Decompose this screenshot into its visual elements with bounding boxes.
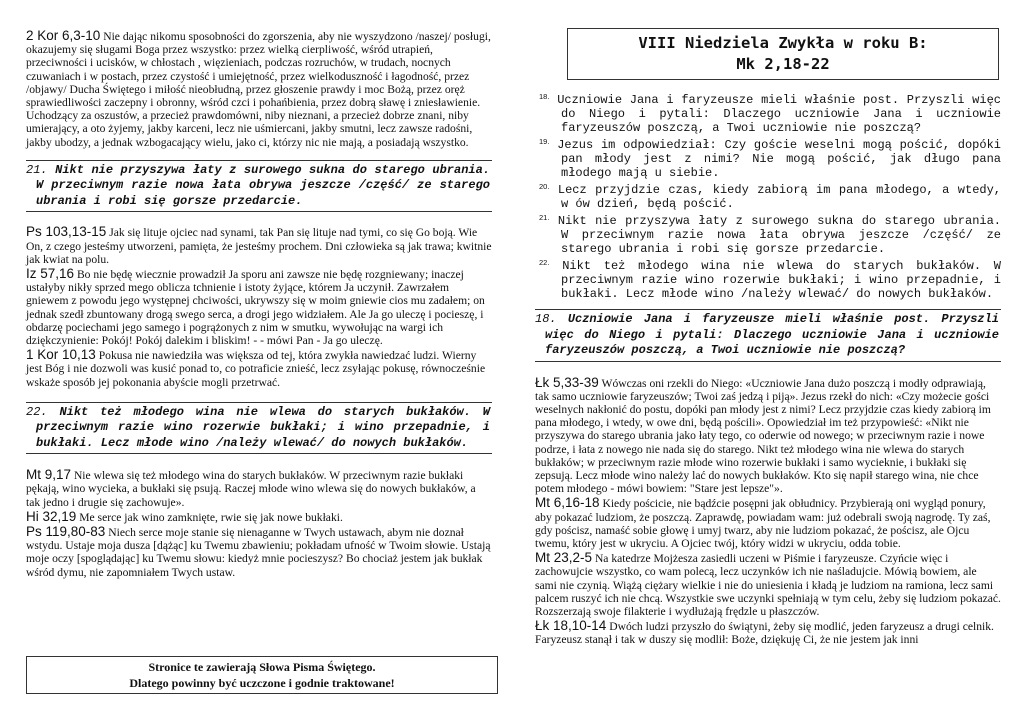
passage-ps-103 bbox=[26, 225, 492, 266]
passage-reference: Mt 23,2-5 bbox=[535, 550, 593, 566]
title-box bbox=[567, 28, 999, 80]
passage-reference: 1 Kor 10,13 bbox=[26, 347, 96, 363]
passage-reference: Łk 5,33-39 bbox=[535, 374, 599, 390]
verse-number: 22. bbox=[539, 258, 550, 267]
gospel-verse bbox=[539, 180, 1001, 211]
verse-text: Lecz przyjdzie czas, kiedy zabiorą im pana młodego, a wtedy, w ów dzień, będą pościć. bbox=[557, 183, 1001, 211]
verse-number: 18. bbox=[535, 312, 557, 326]
verse-text: Nikt też młodego wina nie wlewa do starych bukłaków. W przeciwnym razie wino rozerwie bukłaki; i wino przepadnie, i bukłaki. Lecz młode wino /należy wlewać/ do nowych bukłaków. bbox=[36, 404, 490, 450]
notice-line-1: Stronice te zawierają Słowa Pisma Świętego. bbox=[148, 660, 376, 674]
passage-text: Me serce jak wino zamknięte, rwie się jak nowe bukłaki. bbox=[79, 510, 343, 524]
passage-reference: Mt 9,17 bbox=[26, 467, 72, 483]
page-title: VIII Niedziela Zwykła w roku B: bbox=[638, 34, 928, 52]
verse-number: 21. bbox=[539, 213, 550, 222]
passage-text: Wówczas oni rzekli do Niego: «Uczniowie Jana dużo poszczą i modły odprawiają, tak samo uczniowie faryzeuszów; Twoi zaś jedzą i piją». Jezus rzekł do nich: «Czy możecie gości weselnych nakłonić do postu, dopóki pan młody jest z nimi? Lecz przyjdzie czas kiedy zabiorą im pana młodego, i wtedy, w owe dni, będą pościli». Opowiedział im też przypowieść: «Nikt nie przyszywa do starego ubrania jako łaty tego, co oderwie od nowego; w przeciwnym razie i nowe podrze, i łata z nowego nie nada się do starego. Nikt też młodego wina nie wlewa do starych bukłaków; w przeciwnym razie młode wino rozerwie bukłaki i samo wycieknie, i bukłaki się zepsują. Lecz młode wino należy lać do nowych bukłaków. Kto się napił starego wina, nie chce potem młodego - mówi bowiem: "Stare jest lepsze"». bbox=[535, 376, 991, 496]
verse-number: 18. bbox=[539, 92, 550, 101]
passage-lk-18-10 bbox=[535, 619, 1001, 646]
verse-number: 19. bbox=[539, 137, 550, 146]
passage-hi-32-19 bbox=[26, 510, 492, 524]
passage-text: Jak się lituje ojciec nad synami, tak Pan się lituje nad tymi, co się Go boją. Wie On, z czego jesteśmy utworzeni, pamięta, że jesteśmy prochem. Dni człowieka są jak trawa; kwitnie jak kwiat na polu. bbox=[26, 226, 492, 266]
passage-text: Bo nie będę wiecznie prowadził Ja sporu ani zawsze nie będę rozgniewany; inaczej ustałyby nikły sprzed mego oblicza tchnienie i istoty żyjące, którem Ja uczynił. Zawrzałem gniewem z powodu jego występnej chciwości, ukrywszy się w moim gniewie cios mu zadałem; on jednak szedł zbuntowany drogą swego serca, a drogi jego widziałem. Ale Ja go uleczę i pocieszę, i obdarzę pociechami jego samego i pogrążonych z nim w smutku, wywołując na wargi ich dziękczynienie: Pokój! Pokój dalekim i bliskim! - - mówi Pan - Ja go uleczę. bbox=[26, 267, 485, 347]
passage-text: Kiedy pościcie, nie bądźcie posępni jak obłudnicy. Przybierają oni wygląd ponury, aby pokazać ludziom, że poszczą. Zaprawdę, powiadam wam: już odebrali swoją nagrodę. Ty zaś, gdy pościsz, namaść sobie głowę i umyj twarz, aby nie ludziom pokazać, że pościsz, ale Ojcu twemu, który jest w ukryciu. A Ojciec twój, który widzi w ukryciu, odda tobie. bbox=[535, 497, 991, 550]
passage-2-kor-6 bbox=[26, 29, 492, 149]
passage-mt-23-2 bbox=[535, 551, 1001, 618]
verse-text: Nikt nie przyszywa łaty z surowego sukna do starego ubrania. W przeciwnym razie nowa łata obrywa jeszcze /część/ ze starego ubrania i robi się gorsze przedarcie. bbox=[36, 162, 490, 208]
passage-iz-57 bbox=[26, 267, 492, 347]
passage-reference: 2 Kor 6,3-10 bbox=[26, 28, 101, 43]
gospel-verse bbox=[539, 256, 1001, 301]
gospel-verse bbox=[539, 90, 1001, 135]
right-column bbox=[535, 0, 1001, 647]
passage-mt-9-17 bbox=[26, 468, 492, 509]
passage-text: Pokusa nie nawiedziła was większa od tej, która zwykła nawiedzać ludzi. Wierny jest Bóg i nie dozwoli was kusić ponad to, co potraficie znieść, lecz zsyłając pokusę, równocześnie wskaże sposób jej pokonania abyście mogli przetrwać. bbox=[26, 349, 486, 389]
highlighted-verse-22 bbox=[26, 402, 492, 455]
passage-text: Niech serce moje stanie się nienaganne w Twych ustawach, abym nie doznał wstydu. Ustaje moja dusza [dążąc] ku Twemu zbawieniu; pokładam ufność w Twoim słowie. Ustają moje oczy [spoglądając] ku Twemu słowu: kiedyż mnie pocieszysz? Bo chociaż jestem jak bukłak wśród dymu, nie zapomniałem Twych ustaw. bbox=[26, 526, 491, 579]
highlighted-verse-18 bbox=[535, 309, 1001, 362]
passage-reference: Łk 18,10-14 bbox=[535, 618, 607, 634]
verse-number: 20. bbox=[539, 182, 550, 191]
passage-text: Na katedrze Mojżesza zasiedli uczeni w Piśmie i faryzeusze. Czyńcie więc i zachowujcie wszystko, co wam polecą, lecz uczynków ich nie naśladujcie. Mówią bowiem, ale sami nie czynią. Wiążą ciężary wielkie i nie do uniesienia i kładą je ludziom na ramiona, lecz sami palcem ruszyć ich nie chcą. Wszystkie swe uczynki spełniają w tym celu, żeby się ludziom pokazać. Rozszerzają swoje filakterie i wydłużają frędzle u płaszczów. bbox=[535, 552, 1001, 618]
passage-reference: Ps 119,80-83 bbox=[26, 524, 106, 540]
passage-reference: Hi 32,19 bbox=[26, 508, 77, 524]
gospel-text bbox=[535, 90, 1001, 301]
passage-mt-6-16 bbox=[535, 496, 1001, 550]
passage-text: Dwóch ludzi przyszło do świątyni, żeby się modlić, jeden faryzeusz a drugi celnik. Faryzeusz stanął i tak w duszy się modlił: Boże, dziękuję Ci, że nie jestem jak inni bbox=[535, 620, 994, 647]
verse-text: Jezus im odpowiedział: Czy goście weselni mogą pościć, dopóki pan młody jest z nimi? Nie mogą pościć, jak długo pana młodego mają u siebie. bbox=[557, 138, 1001, 180]
gospel-verse bbox=[539, 135, 1001, 180]
passage-text: Nie wlewa się też młodego wina do starych bukłaków. W przeciwnym razie bukłaki pękają, wino wycieka, a bukłaki się psują. Raczej młode wino wlewa się do nowych bukłaków, a tak jedno i drugie się zachowuje». bbox=[26, 469, 476, 509]
notice-line-2: Dlatego powinny być uczczone i godnie traktowane! bbox=[129, 676, 395, 690]
verse-text: Nikt nie przyszywa łaty z surowego sukna do starego ubrania. W przeciwnym razie nowa łata obrywa jeszcze /część/ ze starego ubrania i robi się gorsze przedarcie. bbox=[557, 214, 1001, 256]
passage-ps-119 bbox=[26, 525, 492, 579]
verse-number: 21. bbox=[26, 162, 48, 177]
passage-lk-5-33 bbox=[535, 376, 1001, 496]
verse-number: 22. bbox=[26, 404, 48, 419]
passage-text: Nie dając nikomu sposobności do zgorszenia, aby nie wyszydzono /naszej/ posługi, okazujemy się sługami Boga przez wszystko: przez wielką cierpliwość, wśród utrapień, przeciwności i ucisków, w chłostach , więzieniach, podczas rozruchów, w trudach, nocnych czuwaniach i w postach, przez czystość i umiejętność, przez wielkoduszność i łagodność, przez /objawy/ Ducha Świętego i miłość nieobłudną, przez głoszenie prawdy i moc Bożą, przez oręż sprawiedliwości zaczepny i obronny, wśród czci i pohańbienia, przez dobrą sławę i zniesławienie. Uchodzący za oszustów, a przecież prawdomówni, niby nieznani, a przecież dobrze znani, niby umierający, a oto żyjemy, jakby karceni, lecz nie uśmiercani, jakby smutni, lecz zawsze radośni, jakby ubodzy, a jednak wzbogacający wielu, jako ci, którzy nic nie mają, a posiadają wszystko. bbox=[26, 30, 491, 149]
passage-reference: Iz 57,16 bbox=[26, 265, 75, 281]
passage-reference: Ps 103,13-15 bbox=[26, 224, 107, 240]
reverence-notice bbox=[26, 656, 498, 694]
verse-text: Nikt też młodego wina nie wlewa do starych bukłaków. W przeciwnym razie wino rozerwie bukłaki; i wino przepadnie, i bukłaki. Lecz młode wino /należy wlewać/ do nowych bukłaków. bbox=[561, 259, 1001, 301]
verse-text: Uczniowie Jana i faryzeusze mieli właśnie post. Przyszli więc do Niego i pytali: Dlaczego uczniowie Jana i uczniowie faryzeuszów poszczą, a Twoi uczniowie nie poszczą? bbox=[545, 312, 1000, 357]
left-column bbox=[26, 0, 492, 690]
highlighted-verse-21 bbox=[26, 160, 492, 213]
passage-1-kor-10 bbox=[26, 348, 492, 389]
verse-text: Uczniowie Jana i faryzeusze mieli właśnie post. Przyszli więc do Niego i pytali: Dlaczego uczniowie Jana i uczniowie faryzeuszów poszczą, a Twoi uczniowie nie poszczą? bbox=[557, 93, 1001, 135]
passage-reference: Mt 6,16-18 bbox=[535, 495, 600, 511]
gospel-reference-title: Mk 2,18-22 bbox=[736, 55, 830, 73]
gospel-verse bbox=[539, 211, 1001, 256]
